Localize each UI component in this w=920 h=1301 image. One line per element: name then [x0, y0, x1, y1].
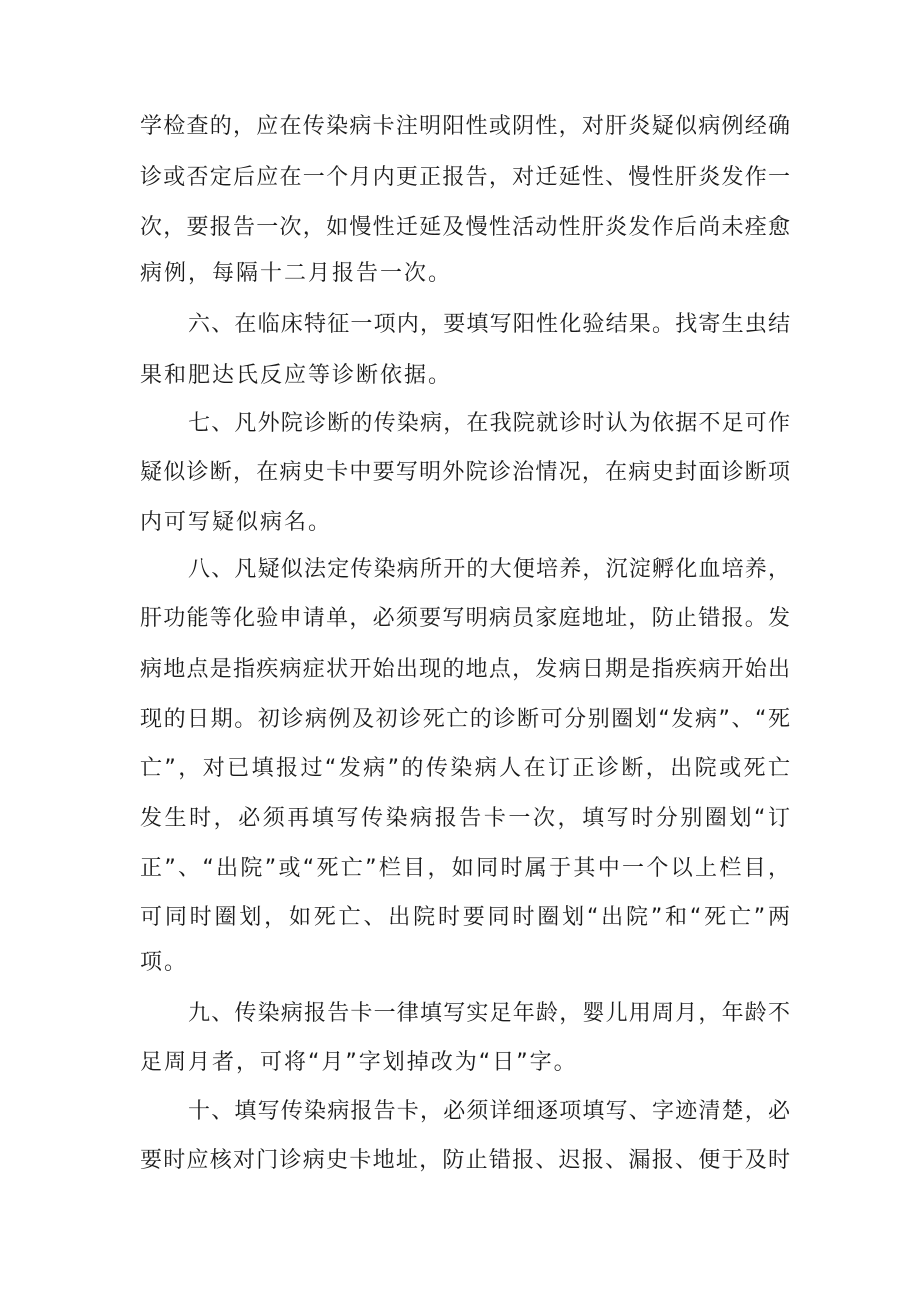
- text-line: 学检查的，应在传染病卡注明阳性或阴性，对肝炎疑似病例经确: [140, 114, 790, 139]
- text-line: 病地点是指疾病症状开始出现的地点，发病日期是指疾病开始出: [140, 657, 790, 682]
- paragraph-first-line: 七、凡外院诊断的传染病，在我院就诊时认为依据不足可作: [188, 411, 790, 436]
- text-line: 要时应核对门诊病史卡地址，防止错报、迟报、漏报、便于及时: [140, 1148, 790, 1173]
- text-line: 足周月者，可将“月”字划掉改为“日”字。: [140, 1050, 578, 1075]
- paragraph-first-line: 十、填写传染病报告卡，必须详细逐项填写、字迹清楚，必: [188, 1099, 790, 1124]
- text-line: 可同时圈划，如死亡、出院时要同时圈划“出院”和“死亡”两: [140, 905, 790, 930]
- text-line: 诊或否定后应在一个月内更正报告，对迁延性、慢性肝炎发作一: [140, 165, 790, 190]
- text-line: 次，要报告一次，如慢性迁延及慢性活动性肝炎发作后尚未痊愈: [140, 215, 790, 240]
- text-line: 现的日期。初诊病例及初诊死亡的诊断可分别圈划“发病”、“死: [140, 707, 790, 732]
- text-line: 病例，每隔十二月报告一次。: [140, 261, 453, 286]
- text-line: 发生时，必须再填写传染病报告卡一次，填写时分别圈划“订: [140, 806, 790, 831]
- text-line: 肝功能等化验申请单，必须要写明病员家庭地址，防止错报。发: [140, 606, 790, 631]
- text-line: 亡”，对已填报过“发病”的传染病人在订正诊断，出院或死亡: [140, 756, 790, 781]
- paragraph-first-line: 九、传染病报告卡一律填写实足年龄，婴儿用周月，年龄不: [188, 1001, 790, 1026]
- paragraph-first-line: 六、在临床特征一项内，要填写阳性化验结果。找寄生虫结: [188, 312, 790, 337]
- text-line: 项。: [140, 950, 189, 975]
- paragraph-first-line: 八、凡疑似法定传染病所开的大便培养，沉淀孵化血培养，: [188, 557, 790, 582]
- text-line: 疑似诊断，在病史卡中要写明外院诊治情况，在病史封面诊断项: [140, 460, 790, 485]
- text-line: 正”、“出院”或“死亡”栏目，如同时属于其中一个以上栏目，: [140, 856, 790, 881]
- text-line: 内可写疑似病名。: [140, 510, 333, 535]
- text-line: 果和肥达氏反应等诊断依据。: [140, 363, 453, 388]
